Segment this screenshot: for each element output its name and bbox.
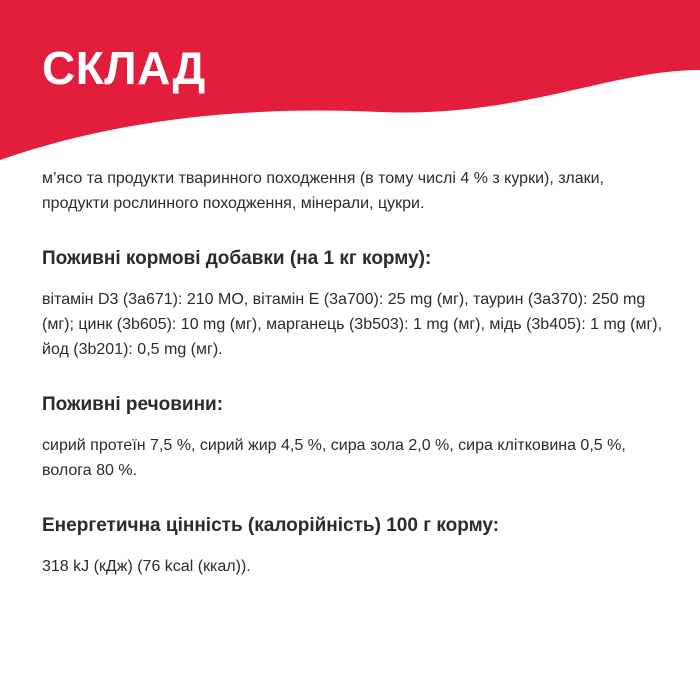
composition-text: м’ясо та продукти тваринного походження (в тому числі 4 % з курки), злаки, продукти рослинного походження, мінерали, цукри.	[42, 170, 604, 212]
spacer	[42, 362, 667, 392]
spacer	[42, 539, 667, 554]
spacer	[42, 483, 667, 513]
energy-text: 318 kJ (кДж) (76 kcal (ккал)).	[42, 558, 251, 575]
page-title: СКЛАД	[42, 42, 206, 94]
spacer	[42, 418, 667, 433]
spacer	[42, 216, 667, 246]
additives-text: вітамін D3 (3a671): 210 MO, вітамін E (3a700): 25 mg (мг), таурин (3a370): 250 mg (мг); цинк (3b605): 10 mg (мг), марганець (3b503): 1 mg (мг), мідь (3b405): 1 mg (мг), йод (3b201): 0,5 mg (мг).	[42, 291, 663, 358]
nutrients-text: сирий протеїн 7,5 %, сирий жир 4,5 %, сира зола 2,0 %, сира клітковина 0,5 %, волога 80 %.	[42, 437, 626, 479]
nutrients-heading: Поживні речовини:	[42, 394, 224, 415]
composition-content	[42, 166, 667, 579]
energy-heading: Енергетична цінність (калорійність) 100 г корму:	[42, 515, 500, 536]
spacer	[42, 272, 667, 287]
additives-heading: Поживні кормові добавки (на 1 кг корму):	[42, 248, 432, 269]
